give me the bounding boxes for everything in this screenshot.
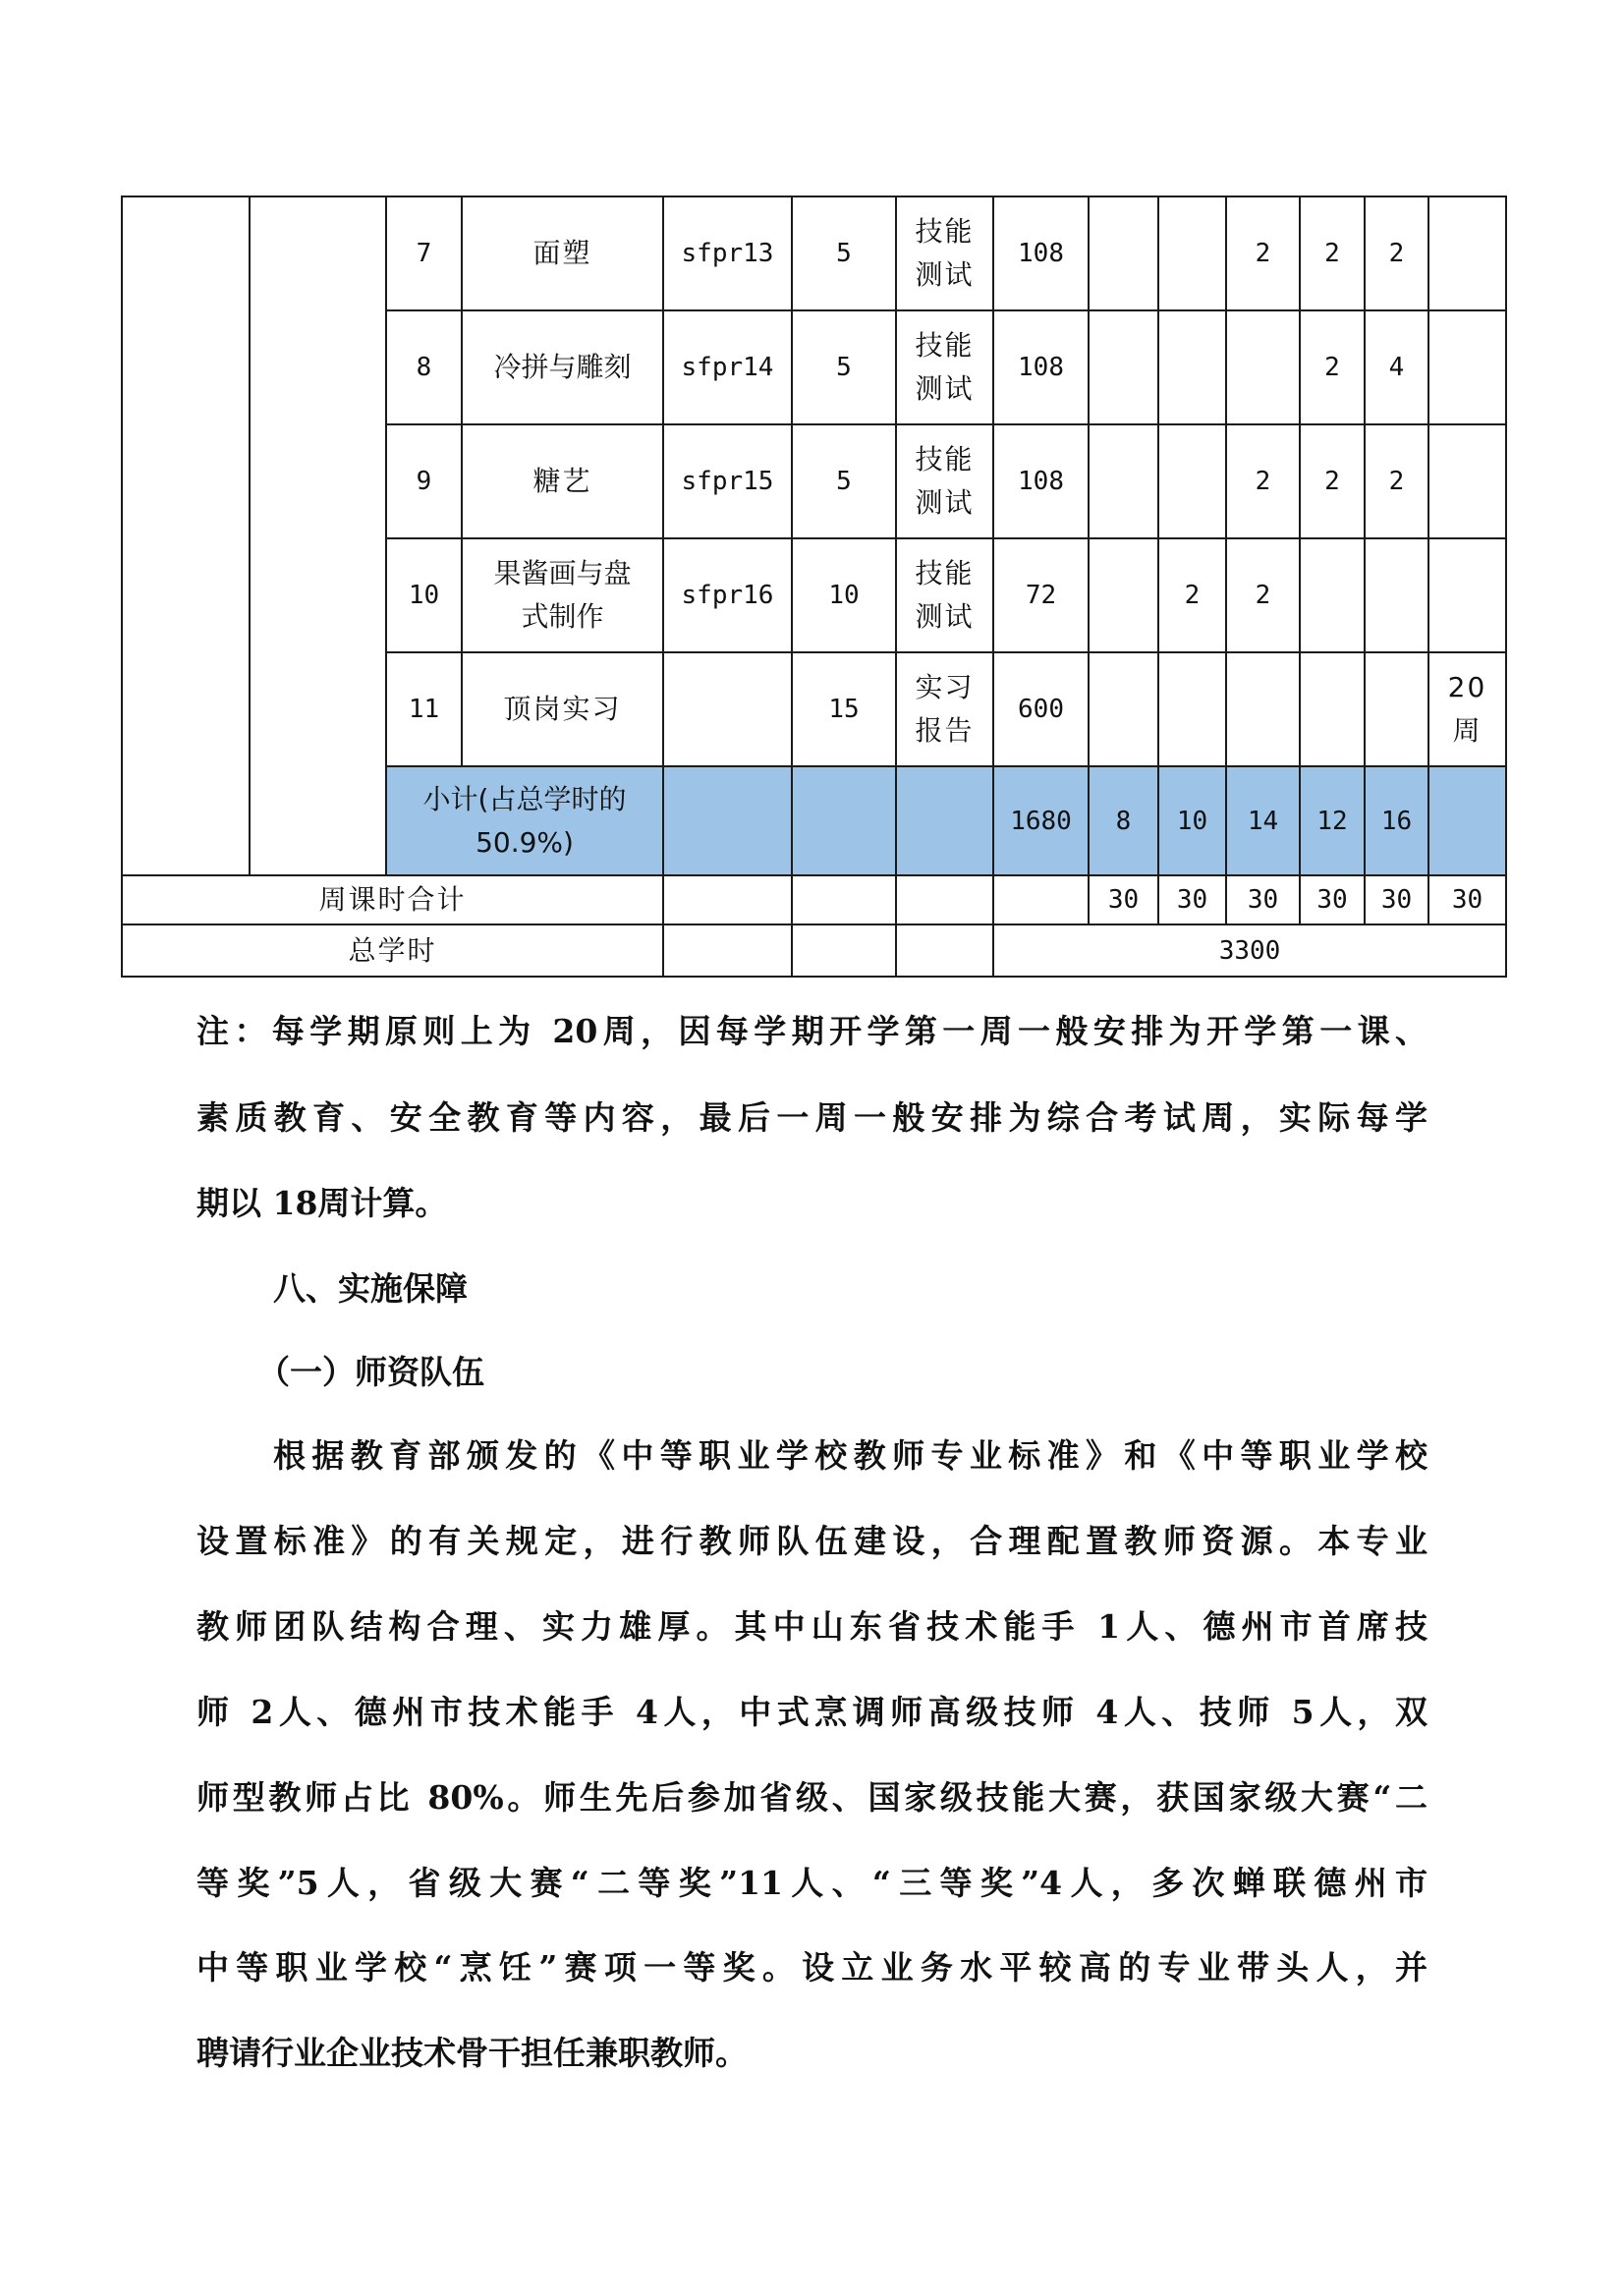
semester-4: 2 xyxy=(1300,310,1365,424)
weekly-assessment xyxy=(896,875,993,924)
course-credit: 10 xyxy=(792,538,896,652)
semester-6 xyxy=(1428,538,1506,652)
note-line: 素质教育、安全教育等内容，最后一周一般安排为综合考试周，实际每学 xyxy=(196,1098,1427,1137)
semester-5: 2 xyxy=(1365,196,1428,310)
paragraph-line: 师 2人、德州市技术能手 4人，中式烹调师高级技师 4人、技师 5人，双 xyxy=(196,1693,1427,1731)
subtotal-semester-2: 10 xyxy=(1158,766,1226,875)
subtotal-credit xyxy=(792,766,896,875)
weekly-semester-3: 30 xyxy=(1226,875,1300,924)
semester-6 xyxy=(1428,424,1506,538)
course-code: sfpr13 xyxy=(663,196,792,310)
semester-1 xyxy=(1089,538,1158,652)
course-code: sfpr14 xyxy=(663,310,792,424)
semester-2 xyxy=(1158,424,1226,538)
paragraph-line: 等奖”5人，省级大赛“二等奖”11人、“三等奖”4人，多次蝉联德州市 xyxy=(196,1864,1427,1902)
semester-3: 2 xyxy=(1226,424,1300,538)
subsection-heading: （一）师资队伍 xyxy=(257,1353,484,1391)
course-hours: 108 xyxy=(993,310,1089,424)
subcategory-cell xyxy=(250,196,386,875)
category-cell xyxy=(122,196,250,875)
course-code xyxy=(663,652,792,766)
weekly-code xyxy=(663,875,792,924)
semester-3 xyxy=(1226,652,1300,766)
semester-1 xyxy=(1089,424,1158,538)
course-name: 面塑 xyxy=(462,196,663,310)
note-line: 注：每学期原则上为 20周，因每学期开学第一周一般安排为开学第一课、 xyxy=(196,1012,1427,1050)
course-hours: 600 xyxy=(993,652,1089,766)
subtotal-code xyxy=(663,766,792,875)
semester-4: 2 xyxy=(1300,424,1365,538)
subtotal-assessment xyxy=(896,766,993,875)
course-credit: 15 xyxy=(792,652,896,766)
paragraph-line: 教师团队结构合理、实力雄厚。其中山东省技术能手 1人、德州市首席技 xyxy=(196,1607,1427,1646)
course-no: 9 xyxy=(386,424,462,538)
table-row xyxy=(122,196,1506,310)
course-no: 11 xyxy=(386,652,462,766)
paragraph-line: 师型教师占比 80%。师生先后参加省级、国家级技能大赛，获国家级大赛“二 xyxy=(196,1778,1427,1817)
subtotal-hours: 1680 xyxy=(993,766,1089,875)
course-credit: 5 xyxy=(792,424,896,538)
semester-5: 4 xyxy=(1365,310,1428,424)
paragraph-line: 设置标准》的有关规定，进行教师队伍建设，合理配置教师资源。本专业 xyxy=(196,1522,1427,1560)
total-hours-row xyxy=(122,924,1506,977)
semester-2 xyxy=(1158,310,1226,424)
subtotal-semester-5: 16 xyxy=(1365,766,1428,875)
course-name: 冷拼与雕刻 xyxy=(462,310,663,424)
paragraph-line: 根据教育部颁发的《中等职业学校教师专业标准》和《中等职业学校 xyxy=(273,1436,1427,1475)
subtotal-semester-6 xyxy=(1428,766,1506,875)
semester-3 xyxy=(1226,310,1300,424)
course-name: 果酱画与盘 式制作 xyxy=(462,538,663,652)
semester-5 xyxy=(1365,538,1428,652)
subtotal-semester-4: 12 xyxy=(1300,766,1365,875)
course-name: 糖艺 xyxy=(462,424,663,538)
course-hours: 108 xyxy=(993,424,1089,538)
semester-6 xyxy=(1428,652,1506,766)
note-line: 期以 18周计算。 xyxy=(196,1184,448,1222)
semester-1 xyxy=(1089,310,1158,424)
weekly-hours xyxy=(993,875,1089,924)
course-assessment: 实习 报告 xyxy=(896,652,993,766)
total-credit xyxy=(792,924,896,977)
subtotal-semester-3: 14 xyxy=(1226,766,1300,875)
semester-2 xyxy=(1158,196,1226,310)
semester-1 xyxy=(1089,652,1158,766)
course-assessment: 技能 测试 xyxy=(896,538,993,652)
course-no: 7 xyxy=(386,196,462,310)
course-no: 10 xyxy=(386,538,462,652)
course-assessment: 技能 测试 xyxy=(896,196,993,310)
weekly-credit xyxy=(792,875,896,924)
weekly-semester-5: 30 xyxy=(1365,875,1428,924)
semester-4 xyxy=(1300,652,1365,766)
weekly-total-label: 周课时合计 xyxy=(122,875,663,924)
curriculum-table xyxy=(121,196,1507,978)
course-name: 顶岗实习 xyxy=(462,652,663,766)
course-code: sfpr16 xyxy=(663,538,792,652)
semester-4 xyxy=(1300,538,1365,652)
semester-6 xyxy=(1428,310,1506,424)
subtotal-label: 小计(占总学时的 50.9%) xyxy=(386,766,663,875)
total-hours-label: 总学时 xyxy=(122,924,663,977)
subtotal-semester-1: 8 xyxy=(1089,766,1158,875)
course-no: 8 xyxy=(386,310,462,424)
semester-3: 2 xyxy=(1226,538,1300,652)
section-heading: 八、实施保障 xyxy=(273,1269,468,1308)
weekly-semester-6: 30 xyxy=(1428,875,1506,924)
semester-4: 2 xyxy=(1300,196,1365,310)
weekly-total-row xyxy=(122,875,1506,924)
semester-2: 2 xyxy=(1158,538,1226,652)
course-hours: 72 xyxy=(993,538,1089,652)
course-assessment: 技能 测试 xyxy=(896,310,993,424)
paragraph-line: 中等职业学校“烹饪”赛项一等奖。设立业务水平较高的专业带头人，并 xyxy=(196,1948,1427,1987)
course-hours: 108 xyxy=(993,196,1089,310)
course-code: sfpr15 xyxy=(663,424,792,538)
semester-5: 2 xyxy=(1365,424,1428,538)
course-assessment: 技能 测试 xyxy=(896,424,993,538)
course-credit: 5 xyxy=(792,196,896,310)
internship-weeks: 20 周 xyxy=(1447,671,1487,747)
semester-2 xyxy=(1158,652,1226,766)
total-code xyxy=(663,924,792,977)
semester-3: 2 xyxy=(1226,196,1300,310)
paragraph-line: 聘请行业企业技术骨干担任兼职教师。 xyxy=(196,2034,748,2072)
semester-5 xyxy=(1365,652,1428,766)
weekly-semester-1: 30 xyxy=(1089,875,1158,924)
course-credit: 5 xyxy=(792,310,896,424)
semester-1 xyxy=(1089,196,1158,310)
semester-6 xyxy=(1428,196,1506,310)
weekly-semester-2: 30 xyxy=(1158,875,1226,924)
weekly-semester-4: 30 xyxy=(1300,875,1365,924)
total-assessment xyxy=(896,924,993,977)
total-hours-value: 3300 xyxy=(993,924,1506,977)
